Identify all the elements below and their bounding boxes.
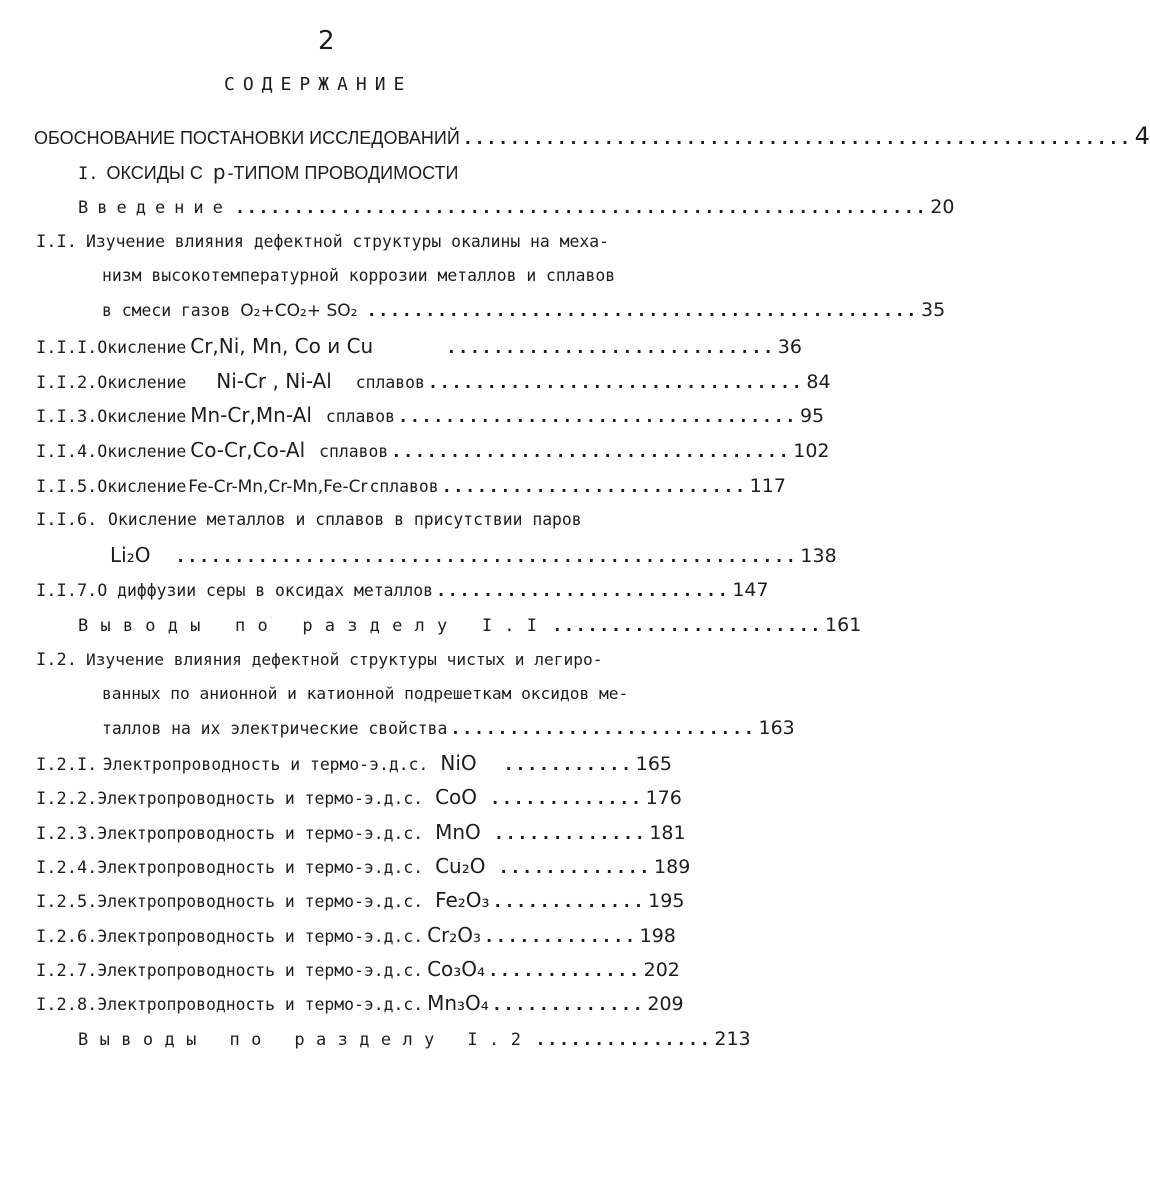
entry-page: 202 [643, 959, 680, 981]
entry-page: 161 [825, 614, 862, 636]
toc-entry [78, 158, 458, 186]
entry-page: 84 [806, 371, 831, 393]
leader-dots: ............................ [446, 338, 775, 358]
entry-formula: Cr₂O₃ [427, 923, 482, 947]
toc-entry [102, 680, 628, 708]
entry-text-2: сплавов [319, 442, 389, 461]
toc-entry [110, 541, 837, 569]
toc-entry [36, 228, 609, 256]
entry-text: Окисление [97, 373, 187, 392]
entry-text: Окисление [97, 338, 187, 357]
entry-text: Выводы по разделу I.2 [78, 1030, 533, 1050]
entry-number: I.I.4. [36, 442, 98, 462]
leader-dots: ......................... [435, 581, 730, 601]
entry-page: 181 [649, 822, 686, 844]
entry-page: 95 [799, 405, 825, 427]
entry-formula: MnO [435, 820, 481, 844]
entry-page: 189 [654, 856, 691, 878]
entry-number: I.2.I. [36, 755, 98, 775]
entry-number: I.I.2. [36, 373, 98, 393]
entry-text: Электропроводность и термо-э.д.с. [102, 755, 429, 774]
entry-text: Электропроводность и термо-э.д.с. [97, 961, 424, 980]
entry-page: 117 [749, 475, 786, 497]
toc-entry [78, 193, 955, 221]
toc-entry [36, 886, 685, 914]
entry-number: I.2.6. [36, 927, 98, 947]
toc-entry [36, 506, 582, 534]
entry-text: Введение [78, 198, 232, 218]
entry-formula: O₂+CO₂+ SO₂ [240, 301, 358, 321]
entry-number: I.2.3. [36, 824, 98, 844]
entry-text: Окисление [97, 442, 187, 461]
entry-number: I.2. [36, 650, 77, 670]
leader-dots: ............. [490, 789, 643, 809]
toc-entry [36, 646, 603, 674]
entry-number: I.2.7. [36, 961, 98, 981]
entry-formula: CoO [435, 785, 478, 809]
entry-formula: Li₂O [110, 543, 151, 567]
leader-dots: ................................ [427, 373, 804, 393]
entry-page: 138 [800, 545, 837, 567]
entry-formula: Fe-Cr-Mn,Cr-Mn,Fe-Cr [188, 477, 368, 497]
entry-text: Окисление [97, 477, 187, 496]
entry-number: I.I. [36, 232, 77, 252]
entry-formula: Cu₂O [435, 854, 486, 878]
toc-entry [36, 367, 831, 395]
page-number: 2 [318, 26, 335, 56]
entry-text: низм высокотемпературной коррозии металлов и сплавов [102, 266, 616, 285]
entry-number: I.2.5. [36, 892, 98, 912]
entry-page: 198 [639, 925, 676, 947]
entry-page: 209 [647, 993, 684, 1015]
leader-dots: ......................................................... [462, 129, 1132, 149]
entry-page: 163 [758, 717, 795, 739]
entry-number: I.I.6. [36, 510, 98, 530]
entry-formula: Cr,Ni, Mn, Co и Cu [190, 334, 374, 358]
entry-text: Электропроводность и термо-э.д.с. [97, 789, 424, 808]
toc-entry [36, 955, 680, 983]
toc-entry [34, 122, 1150, 150]
entry-formula: Co₃O₄ [427, 957, 486, 981]
entry-text: Выводы по разделу I.I [78, 616, 550, 636]
leader-dots: ............. [491, 995, 645, 1015]
entry-text: Электропроводность и термо-э.д.с. [97, 995, 424, 1014]
toc-heading: СОДЕРЖАНИЕ [224, 74, 413, 95]
entry-page: 147 [732, 579, 769, 601]
entry-formula: Co-Cr,Co-Al [190, 438, 306, 462]
entry-formula: Mn₃O₄ [427, 991, 489, 1015]
entry-page: 195 [648, 890, 685, 912]
toc-entry [36, 332, 802, 360]
toc-entry [102, 262, 615, 290]
entry-formula: Mn-Cr,Mn-Al [190, 403, 312, 427]
entry-text: Электропроводность и термо-э.д.с. [97, 824, 424, 843]
entry-page: 176 [645, 787, 682, 809]
entry-text: Окисление металлов и сплавов в присутствии паров [108, 510, 582, 529]
entry-page: 102 [793, 440, 830, 462]
leader-dots: ............. [492, 892, 646, 912]
toc-entry [36, 401, 825, 429]
entry-text: в смеси газов [102, 301, 231, 320]
leader-dots: ............. [484, 927, 637, 947]
leader-dots: ..................................................... [175, 547, 798, 567]
toc-entry [36, 436, 830, 464]
leader-dots: .......................... [441, 477, 747, 497]
entry-page: 36 [777, 336, 802, 358]
entry-text-2: -ТИПОМ ПРОВОДИМОСТИ [227, 163, 459, 183]
leader-dots: ............. [498, 858, 652, 878]
toc-entry [36, 576, 769, 604]
entry-number: I.I.3. [36, 407, 98, 427]
toc-entry [78, 611, 862, 639]
entry-formula: NiO [440, 751, 477, 775]
entry-text: таллов на их электрические свойства [102, 719, 448, 738]
entry-text-2: сплавов [355, 373, 425, 392]
entry-text: ОБОСНОВАНИЕ ПОСТАНОВКИ ИССЛЕДОВАНИЙ [34, 128, 460, 148]
entry-text: ванных по анионной и катионной подрешеткам оксидов ме- [102, 684, 629, 703]
entry-text: Электропроводность и термо-э.д.с. [97, 892, 424, 911]
toc-entry [102, 296, 946, 324]
toc-entry [36, 989, 684, 1017]
entry-page: 35 [920, 299, 946, 321]
entry-number: I.I.I. [36, 338, 98, 358]
entry-number: I.I.5. [36, 477, 98, 497]
leader-dots: ....................... [552, 616, 823, 636]
leader-dots: .................................. [397, 407, 797, 427]
toc-entry [102, 714, 795, 742]
entry-formula: Fe₂O₃ [435, 888, 490, 912]
leader-dots: ........... [503, 755, 633, 775]
leader-dots: .......................... [450, 719, 756, 739]
entry-text: Электропроводность и термо-э.д.с. [97, 927, 424, 946]
leader-dots: ............. [488, 961, 641, 981]
toc-entry [36, 921, 676, 949]
entry-text: ОКСИДЫ С [106, 163, 203, 183]
toc-entry [36, 818, 686, 846]
leader-dots: ............... [535, 1030, 712, 1050]
entry-page: 4 [1134, 122, 1150, 150]
entry-text-2: сплавов [325, 407, 395, 426]
toc-entry [36, 852, 691, 880]
leader-dots: ........................................................... [234, 198, 928, 218]
entry-formula: p [212, 160, 226, 184]
entry-text: Изучение влияния дефектной структуры окалины на меха- [86, 232, 610, 251]
leader-dots: ............. [493, 824, 647, 844]
entry-text: Электропроводность и термо-э.д.с. [97, 858, 424, 877]
entry-text: О диффузии серы в оксидах металлов [97, 581, 433, 600]
toc-entry [36, 472, 786, 500]
entry-formula: Ni-Cr , Ni-Al [216, 369, 332, 393]
entry-page: 20 [930, 196, 955, 218]
toc-entry [36, 783, 682, 811]
entry-number: I.2.8. [36, 995, 98, 1015]
entry-page: 165 [635, 753, 672, 775]
entry-text: Окисление [97, 407, 187, 426]
entry-text: Изучение влияния дефектной структуры чистых и легиро- [86, 650, 603, 669]
entry-number: I. [78, 164, 99, 184]
entry-text-2: сплавов [369, 477, 439, 496]
entry-page: 213 [714, 1028, 751, 1050]
toc-entry [36, 749, 672, 777]
entry-number: I.2.4. [36, 858, 98, 878]
entry-number: I.2.2. [36, 789, 98, 809]
leader-dots: .................................. [391, 442, 791, 462]
toc-entry [78, 1025, 751, 1053]
leader-dots: ............................................... [366, 301, 918, 321]
entry-number: I.I.7. [36, 581, 98, 601]
